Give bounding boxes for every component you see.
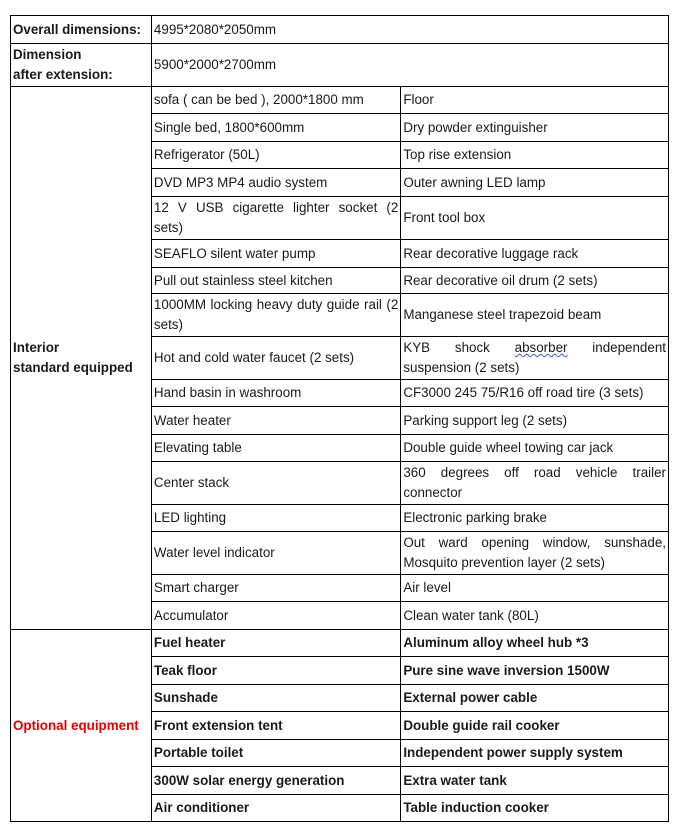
interior-item: Air level: [401, 575, 669, 602]
optional-item: Independent power supply system: [401, 740, 669, 767]
interior-item: LED lighting: [151, 505, 400, 532]
optional-item: Portable toilet: [151, 740, 400, 767]
interior-label-line1: Interior: [13, 340, 60, 355]
interior-item: Dry powder extinguisher: [401, 114, 669, 142]
interior-section-label: [11, 87, 152, 630]
interior-item: Single bed, 1800*600mm: [151, 114, 400, 142]
interior-item: KYB shock absorber independent suspension (2 sets): [401, 337, 669, 380]
interior-item: Hot and cold water faucet (2 sets): [151, 337, 400, 380]
interior-item: CF3000 245 75/R16 off road tire (3 sets): [401, 380, 669, 407]
interior-item: Hand basin in washroom: [151, 380, 400, 407]
table-row: [11, 87, 669, 114]
interior-item: Center stack: [151, 462, 400, 505]
interior-item: Smart charger: [151, 575, 400, 602]
interior-item: Water level indicator: [151, 532, 400, 575]
spec-table: [10, 15, 669, 822]
optional-item: Sunshade: [151, 685, 400, 712]
table-row: [11, 630, 669, 657]
interior-item: SEAFLO silent water pump: [151, 240, 400, 268]
spellcheck-word: absorber: [514, 340, 568, 355]
interior-item: Rear decorative luggage rack: [401, 240, 669, 268]
interior-item: 1000MM locking heavy duty guide rail (2 sets): [151, 294, 400, 337]
interior-item: Outer awning LED lamp: [401, 169, 669, 197]
interior-item: Double guide wheel towing car jack: [401, 435, 669, 462]
optional-item: Pure sine wave inversion 1500W: [401, 657, 669, 685]
optional-item: Table induction cooker: [401, 795, 669, 822]
optional-item: Double guide rail cooker: [401, 712, 669, 740]
interior-item: Refrigerator (50L): [151, 142, 400, 169]
interior-item: Parking support leg (2 sets): [401, 407, 669, 435]
interior-item: Top rise extension: [401, 142, 669, 169]
interior-item: Rear decorative oil drum (2 sets): [401, 268, 669, 294]
optional-item: Fuel heater: [151, 630, 400, 657]
interior-item: sofa ( can be bed ), 2000*1800 mm: [151, 87, 400, 114]
interior-item: Clean water tank (80L): [401, 602, 669, 630]
optional-item: External power cable: [401, 685, 669, 712]
optional-item: Extra water tank: [401, 767, 669, 795]
interior-item: 12 V USB cigarette lighter socket (2 sets): [151, 197, 400, 240]
optional-item: Front extension tent: [151, 712, 400, 740]
overall-dimensions-value: 4995*2080*2050mm: [151, 16, 668, 44]
interior-item: Accumulator: [151, 602, 400, 630]
interior-label-line2: standard equipped: [13, 360, 133, 375]
extension-label-line1: Dimension: [13, 47, 82, 62]
interior-item: Out ward opening window, sunshade, Mosquito prevention layer (2 sets): [401, 532, 669, 575]
interior-item: Pull out stainless steel kitchen: [151, 268, 400, 294]
extension-label-line2: after extension:: [13, 67, 113, 82]
interior-item: Elevating table: [151, 435, 400, 462]
interior-item: Water heater: [151, 407, 400, 435]
optional-item: 300W solar energy generation: [151, 767, 400, 795]
optional-item: Aluminum alloy wheel hub *3: [401, 630, 669, 657]
interior-item: 360 degrees off road vehicle trailer connector: [401, 462, 669, 505]
interior-item: Manganese steel trapezoid beam: [401, 294, 669, 337]
optional-item: Teak floor: [151, 657, 400, 685]
overall-dimensions-row: [11, 16, 669, 44]
interior-item: Floor: [401, 87, 669, 114]
interior-item: DVD MP3 MP4 audio system: [151, 169, 400, 197]
optional-label: Optional equipment: [13, 717, 139, 733]
extension-dimensions-row: [11, 44, 669, 87]
overall-dimensions-label: Overall dimensions:: [11, 16, 152, 44]
extension-dimensions-value: 5900*2000*2700mm: [151, 44, 668, 87]
interior-item: Electronic parking brake: [401, 505, 669, 532]
optional-item: Air conditioner: [151, 795, 400, 822]
interior-item: Front tool box: [401, 197, 669, 240]
extension-dimensions-label: [11, 44, 152, 87]
optional-section-label: [11, 630, 152, 822]
